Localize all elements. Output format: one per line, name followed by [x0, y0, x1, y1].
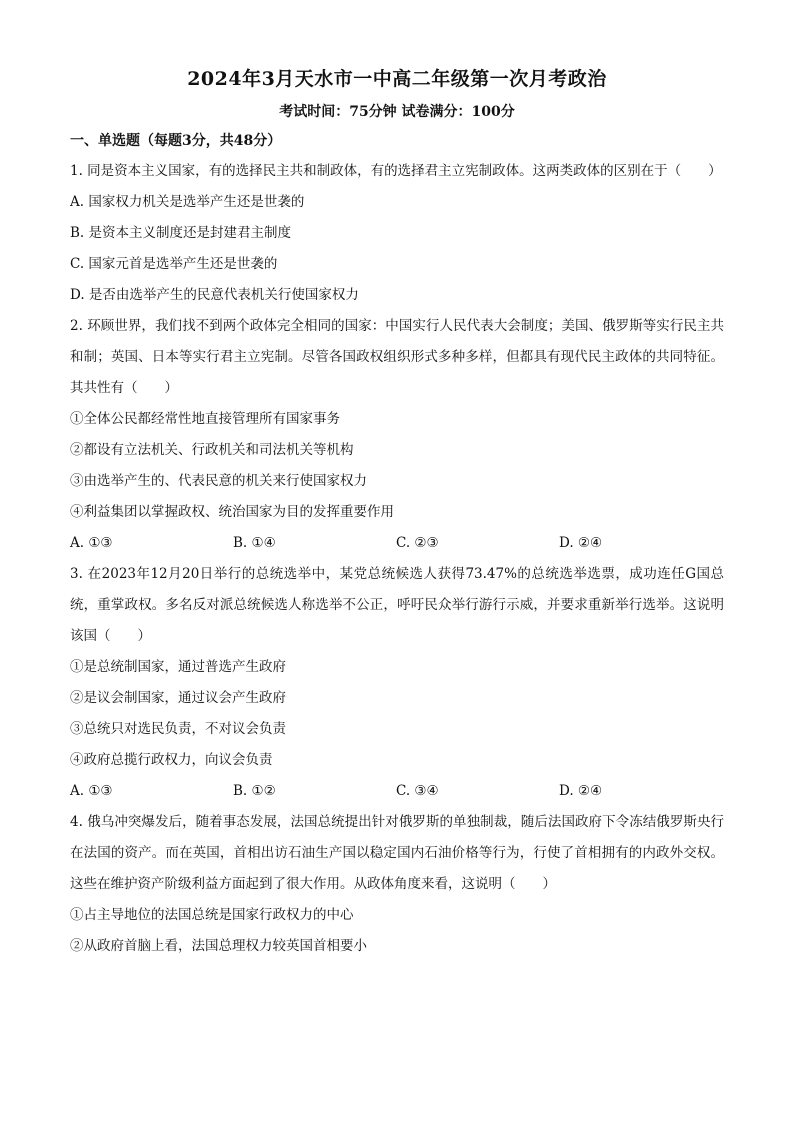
- option-d: D. 是否由选举产生的民意代表机关行使国家权力: [70, 287, 359, 303]
- statement-1: ①是总统制国家，通过普选产生政府: [70, 659, 286, 675]
- section-heading: 一、单选题（每题3分，共48分）: [70, 133, 282, 149]
- choice-d: D. ②④: [559, 783, 603, 799]
- answer-choices: [70, 776, 724, 807]
- choice-d: D. ②④: [559, 535, 603, 551]
- question-stem: 4. 俄乌冲突爆发后，随着事态发展，法国总统提出针对俄罗斯的单独制裁，随后法国政府下令冻结俄罗斯央行在法国的资产。而在英国，首相出访石油生产国以稳定国内石油价格等行为，行使了首相拥有的内政外交权。这些在维护资产阶级利益方面起到了很大作用。从政体角度来看，这说明（ ）: [70, 814, 724, 892]
- choice-c: C. ②③: [396, 535, 439, 551]
- statement-1: ①全体公民都经常性地直接管理所有国家事务: [70, 411, 340, 427]
- option-b: B. 是资本主义制度还是封建君主制度: [70, 225, 292, 241]
- question-4: [70, 807, 724, 962]
- question-stem: 2. 环顾世界，我们找不到两个政体完全相同的国家：中国实行人民代表大会制度；美国、俄罗斯等实行民主共和制；英国、日本等实行君主立宪制。尽管各国政权组织形式多种多样，但都具有现代民主政体的共同特征。其共性有（ ）: [70, 318, 724, 396]
- statement-2: ②从政府首脑上看，法国总理权力较英国首相要小: [70, 938, 367, 954]
- question-3: [70, 559, 724, 807]
- statement-3: ③由选举产生的、代表民意的机关来行使国家权力: [70, 473, 367, 489]
- statement-4: ④政府总揽行政权力，向议会负责: [70, 752, 273, 768]
- choice-a: A. ①③: [70, 783, 113, 799]
- exam-info: 考试时间：75分钟 试卷满分：100分: [279, 104, 515, 120]
- page-title: 2024年3月天水市一中高二年级第一次月考政治: [187, 68, 607, 90]
- question-stem: 1. 同是资本主义国家，有的选择民主共和制政体，有的选择君主立宪制政体。这两类政体的区别在于（ ）: [70, 163, 722, 179]
- choice-b: B. ①②: [233, 783, 276, 799]
- question-stem: 3. 在2023年12月20日举行的总统选举中，某党总统候选人获得73.47%的总统选举选票，成功连任G国总统，重掌政权。多名反对派总统候选人称选举不公正，呼吁民众举行游行示威，并要求重新举行选举。这说明该国（ ）: [70, 566, 724, 644]
- statement-2: ②都设有立法机关、行政机关和司法机关等机构: [70, 442, 354, 458]
- option-c: C. 国家元首是选举产生还是世袭的: [70, 256, 278, 272]
- question-2: [70, 311, 724, 559]
- choice-b: B. ①④: [233, 535, 276, 551]
- statement-2: ②是议会制国家，通过议会产生政府: [70, 690, 286, 706]
- choice-a: A. ①③: [70, 535, 113, 551]
- answer-choices: [70, 528, 724, 559]
- choice-c: C. ③④: [396, 783, 439, 799]
- statement-1: ①占主导地位的法国总统是国家行政权力的中心: [70, 907, 354, 923]
- question-1: [70, 156, 724, 311]
- statement-3: ③总统只对选民负责，不对议会负责: [70, 721, 286, 737]
- statement-4: ④利益集团以掌握政权、统治国家为目的发挥重要作用: [70, 504, 394, 520]
- option-a: A. 国家权力机关是选举产生还是世袭的: [70, 194, 305, 210]
